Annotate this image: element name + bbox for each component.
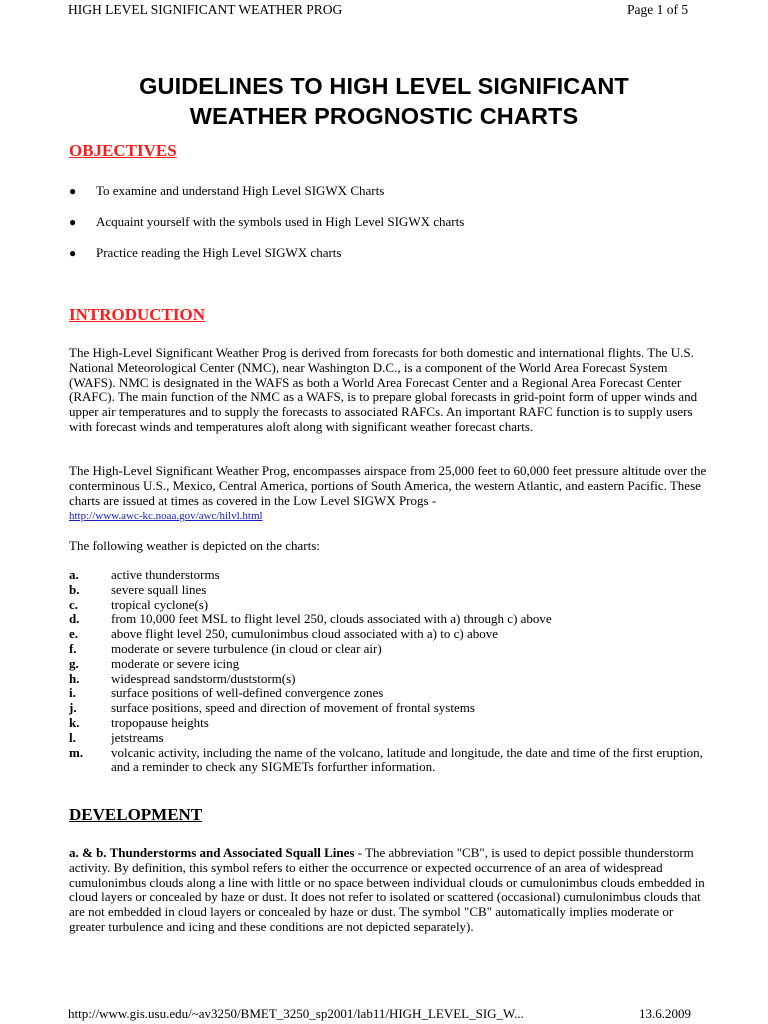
development-paragraph — [69, 846, 709, 935]
list-item — [69, 746, 719, 776]
introduction-paragraph-2 — [69, 464, 709, 524]
objective-item — [69, 183, 384, 199]
list-item — [69, 612, 719, 627]
list-item — [69, 627, 719, 642]
objectives-heading-text: OBJECTIVES — [69, 141, 177, 160]
weather-list-intro: The following weather is depicted on the charts: — [69, 538, 320, 553]
objective-text: Practice reading the High Level SIGWX charts — [96, 245, 342, 260]
development-lead: a. & b. Thunderstorms and Associated Squall Lines — [69, 845, 355, 860]
list-item — [69, 672, 719, 687]
list-text: jetstreams — [111, 729, 164, 745]
list-key: j. — [69, 700, 77, 716]
list-item — [69, 568, 719, 583]
bullet-icon: ● — [69, 246, 77, 260]
document-title-line-2: WEATHER PROGNOSTIC CHARTS — [189, 103, 579, 129]
development-body: - The abbreviation "CB", is used to depict possible thunderstorm activity. By definition, this symbol refers to either the occurrence or expected occurrence of an area of widespread cumulonimbus clouds along a line with little or no space between individual clouds or cumulonimbus clouds embedded in cloud layers or concealed by haze or dust. It does not refer to isolated or scattered (occasional) cumulonimbus clouds that are not embedded in cloud layers or concealed by haze or dust. The symbol "CB" automatically implies moderate or greater turbulence and icing and these conditions are not depicted separately). — [69, 845, 705, 934]
list-text: severe squall lines — [111, 581, 207, 597]
list-key: h. — [69, 670, 80, 686]
list-key: i. — [69, 685, 76, 701]
list-text: active thunderstorms — [111, 567, 220, 582]
list-text: widespread sandstorm/duststorm(s) — [111, 670, 296, 686]
awc-hilvl-link[interactable]: http://www.awc-kc.noaa.gov/awc/hilvl.html — [69, 510, 263, 523]
list-text: moderate or severe turbulence (in cloud or clear air) — [111, 640, 382, 656]
list-text: from 10,000 feet MSL to flight level 250, clouds associated with a) through c) above — [111, 611, 552, 627]
list-item — [69, 716, 719, 731]
introduction-heading: INTRODUCTION — [69, 305, 206, 324]
list-text: volcanic activity, including the name of the volcano, latitude and longitude, the date and time of the first eruption, and a reminder to check any SIGMETs forfurther information. — [111, 744, 703, 775]
footer-url: http://www.gis.usu.edu/~av3250/BMET_3250_sp2001/lab11/HIGH_LEVEL_SIG_W... — [68, 1006, 524, 1021]
list-key: m. — [69, 744, 84, 760]
list-key: d. — [69, 611, 80, 627]
list-item — [69, 731, 719, 746]
page-number: Page 1 of 5 — [627, 2, 689, 17]
introduction-paragraph-1: The High-Level Significant Weather Prog is derived from forecasts for both domestic and international flights. The U.S. National Meteorological Center (NMC), near Washington D.C., is a component of the World Area Forecast System (WAFS). NMC is designated in the WAFS as both a World Area Forecast Center and a Regional Area Forecast Center (RAFC). The main function of the NMC as a WAFS, is to prepare global forecasts in grid-point form of upper winds and upper air temperatures and to supply the forecasts to associated RAFCs. An important RAFC function is to supply users with forecast winds and temperatures aloft along with significant weather forecast charts. — [69, 345, 698, 434]
list-text: moderate or severe icing — [111, 655, 240, 671]
list-key: b. — [69, 581, 80, 597]
list-item — [69, 583, 719, 598]
objective-item — [69, 214, 464, 230]
list-key: e. — [69, 626, 79, 642]
list-text: surface positions of well-defined convergence zones — [111, 685, 384, 701]
list-text: above flight level 250, cumulonimbus cloud associated with a) to c) above — [111, 626, 499, 642]
list-item — [69, 657, 719, 672]
page-header-title: HIGH LEVEL SIGNIFICANT WEATHER PROG — [68, 2, 343, 17]
objectives-heading — [69, 141, 177, 161]
objective-item — [69, 245, 341, 261]
list-text: tropopause heights — [111, 714, 209, 730]
list-item — [69, 686, 719, 701]
document-title-line-1: GUIDELINES TO HIGH LEVEL SIGNIFICANT — [139, 73, 629, 99]
list-key: a. — [69, 567, 79, 582]
list-item — [69, 642, 719, 657]
introduction-paragraph-2-text: The High-Level Significant Weather Prog, encompasses airspace from 25,000 feet to 60,000 feet pressure altitude over the conterminous U.S., Mexico, Central America, portions of South America, the western Atlantic, and eastern Pacific. These charts are issued at times as covered in the Low Level SIGWX Progs - — [69, 463, 707, 508]
footer-date: 13.6.2009 — [639, 1006, 691, 1021]
list-text: surface positions, speed and direction of movement of frontal systems — [111, 700, 475, 716]
list-item — [69, 701, 719, 716]
weather-list — [69, 568, 719, 775]
bullet-icon: ● — [69, 184, 77, 198]
list-key: l. — [69, 729, 76, 745]
list-key: c. — [69, 596, 79, 612]
list-key: f. — [69, 640, 77, 656]
development-heading: DEVELOPMENT — [69, 805, 203, 824]
bullet-icon: ● — [69, 215, 77, 229]
objective-text: To examine and understand High Level SIGWX Charts — [96, 183, 385, 198]
list-key: g. — [69, 655, 79, 671]
objective-text: Acquaint yourself with the symbols used in High Level SIGWX charts — [96, 214, 465, 229]
list-item — [69, 598, 719, 613]
list-key: k. — [69, 714, 80, 730]
list-text: tropical cyclone(s) — [111, 596, 209, 612]
